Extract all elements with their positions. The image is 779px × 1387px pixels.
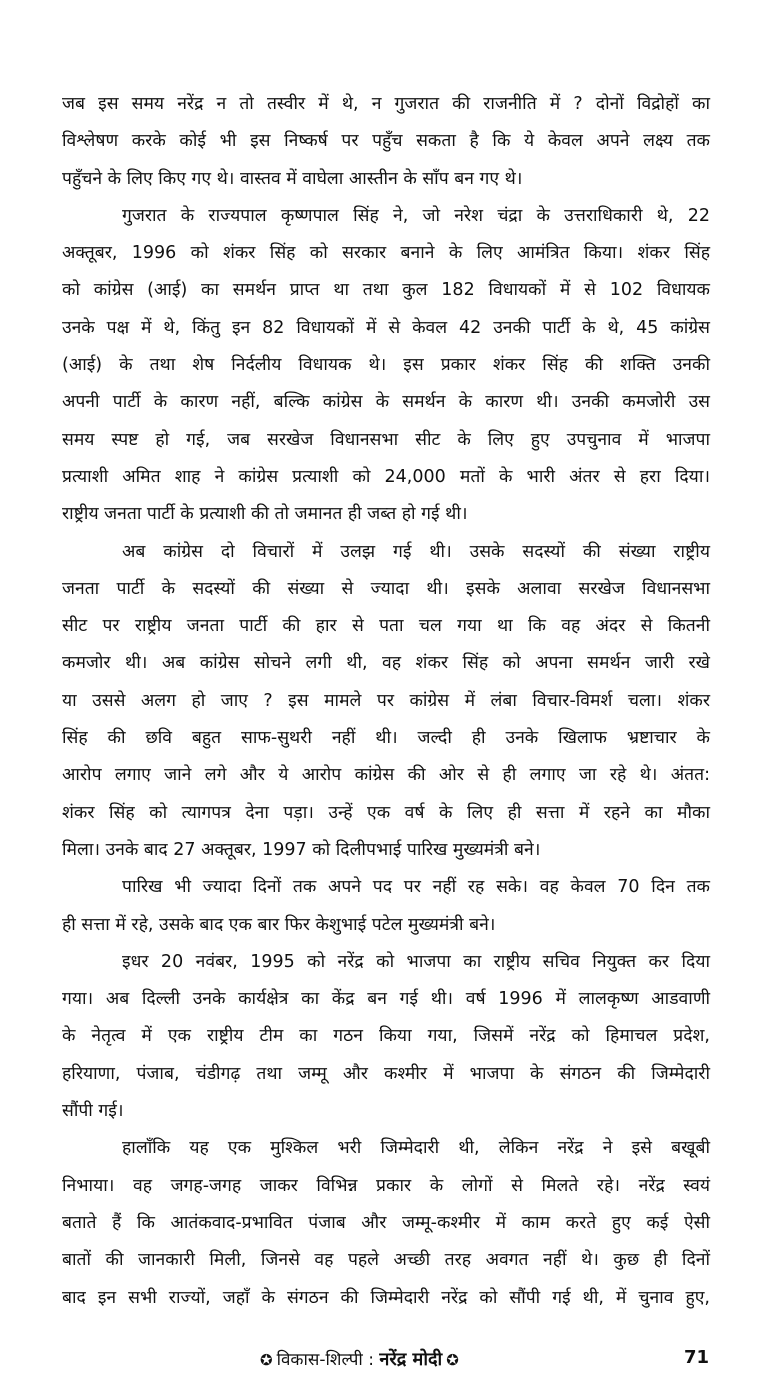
paragraph: [62, 86, 710, 198]
text-line: निभाया। वह जगह-जगह जाकर विभिन्न प्रकार के लोगों से मिलते रहे। नरेंद्र स्वयं: [62, 1175, 710, 1196]
text-line: राष्ट्रीय जनता पार्टी के प्रत्याशी की तो जमानत ही जब्त हो गई थी।: [62, 504, 468, 525]
text-line: या उससे अलग हो जाए ? इस मामले पर कांग्रेस में लंबा विचार-विमर्श चला। शंकर: [62, 690, 710, 711]
text-line: शंकर सिंह को त्यागपत्र देना पड़ा। उन्हें एक वर्ष के लिए ही सत्ता में रहने का मौका: [62, 802, 710, 823]
text-line: बताते हैं कि आतंकवाद-प्रभावित पंजाब और जम्मू-कश्मीर में काम करते हुए कई ऐसी: [62, 1212, 710, 1233]
text-line: इधर 20 नवंबर, 1995 को नरेंद्र को भाजपा का राष्ट्रीय सचिव नियुक्त कर दिया: [122, 951, 710, 972]
text-line: सौंपी गई।: [62, 1101, 124, 1122]
paragraph: [62, 534, 710, 870]
text-line: मिला। उनके बाद 27 अक्तूबर, 1997 को दिलीपभाई पारिख मुख्यमंत्री बने।: [62, 839, 541, 860]
text-line: पहुँचने के लिए किए गए थे। वास्तव में वाघेला आस्तीन के साँप बन गए थे।: [62, 168, 523, 189]
running-footer: [256, 1347, 463, 1371]
text-line: हरियाणा, पंजाब, चंडीगढ़ तथा जम्मू और कश्मीर में भाजपा के संगठन की जिम्मेदारी: [62, 1063, 710, 1084]
text-line: हालाँकि यह एक मुश्किल भरी जिम्मेदारी थी, लेकिन नरेंद्र ने इसे बखूबी: [122, 1138, 710, 1159]
page-footer: [0, 1347, 779, 1387]
text-line: अब कांग्रेस दो विचारों में उलझ गई थी। उसके सदस्यों की संख्या राष्ट्रीय: [122, 541, 710, 562]
text-line: बाद इन सभी राज्यों, जहाँ के संगठन की जिम्मेदारी नरेंद्र को सौंपी गई थी, में चुनाव हुए,: [62, 1287, 710, 1308]
text-line: विश्लेषण करके कोई भी इस निष्कर्ष पर पहुँच सकता है कि ये केवल अपने लक्ष्य तक: [62, 131, 710, 152]
text-line: गुजरात के राज्यपाल कृष्णपाल सिंह ने, जो नरेश चंद्रा के उत्तराधिकारी थे, 22: [122, 205, 710, 226]
paragraph: [62, 869, 710, 944]
text-line: कमजोर थी। अब कांग्रेस सोचने लगी थी, वह शंकर सिंह को अपना समर्थन जारी रखे: [62, 653, 710, 674]
flower-ornament-icon: ✪: [260, 1350, 273, 1369]
page-body: [62, 0, 710, 1317]
text-line: समय स्पष्ट हो गई, जब सरखेज विधानसभा सीट के लिए हुए उपचुनाव में भाजपा: [62, 429, 710, 450]
paragraph: [62, 1130, 710, 1316]
footer-series: विकास-शिल्पी :: [276, 1349, 374, 1370]
text-line: आरोप लगाए जाने लगे और ये आरोप कांग्रेस की ओर से ही लगाए जा रहे थे। अंतत:: [62, 765, 710, 786]
text-line: गया। अब दिल्ली उनके कार्यक्षेत्र का केंद्र बन गई थी। वर्ष 1996 में लालकृष्ण आडवाणी: [62, 989, 710, 1010]
text-line: सिंह की छवि बहुत साफ-सुथरी नहीं थी। जल्दी ही उनके खिलाफ भ्रष्टाचार के: [62, 728, 710, 749]
text-line: को कांग्रेस (आई) का समर्थन प्राप्त था तथा कुल 182 विधायकों में से 102 विधायक: [62, 280, 710, 301]
page-number: 71: [684, 1346, 710, 1368]
paragraph: [62, 198, 710, 534]
text-line: सीट पर राष्ट्रीय जनता पार्टी की हार से पता चल गया था कि वह अंदर से कितनी: [62, 616, 710, 637]
text-line: पारिख भी ज्यादा दिनों तक अपने पद पर नहीं रह सके। वह केवल 70 दिन तक: [122, 877, 710, 898]
paragraph: [62, 944, 710, 1130]
flower-ornament-icon: ✪: [446, 1350, 459, 1369]
text-line: अक्तूबर, 1996 को शंकर सिंह को सरकार बनाने के लिए आमंत्रित किया। शंकर सिंह: [62, 243, 710, 264]
text-line: उनके पक्ष में थे, किंतु इन 82 विधायकों में से केवल 42 उनकी पार्टी के थे, 45 कांग्रेस: [62, 317, 710, 338]
text-line: बातों की जानकारी मिली, जिनसे वह पहले अच्छी तरह अवगत नहीं थे। कुछ ही दिनों: [62, 1250, 710, 1271]
text-line: (आई) के तथा शेष निर्दलीय विधायक थे। इस प्रकार शंकर सिंह की शक्ति उनकी: [62, 355, 710, 376]
text-line: ही सत्ता में रहे, उसके बाद एक बार फिर केशुभाई पटेल मुख्यमंत्री बने।: [62, 914, 496, 935]
text-line: जब इस समय नरेंद्र न तो तस्वीर में थे, न गुजरात की राजनीति में ? दोनों विद्रोहों का: [62, 94, 710, 114]
text-line: के नेतृत्व में एक राष्ट्रीय टीम का गठन किया गया, जिसमें नरेंद्र को हिमाचल प्रदेश,: [62, 1026, 710, 1047]
text-line: प्रत्याशी अमित शाह ने कांग्रेस प्रत्याशी को 24,000 मतों के भारी अंतर से हरा दिया।: [62, 466, 710, 487]
text-line: जनता पार्टी के सदस्यों की संख्या से ज्यादा थी। इसके अलावा सरखेज विधानसभा: [62, 578, 710, 599]
footer-name: नरेंद्र मोदी: [379, 1348, 443, 1370]
text-line: अपनी पार्टी के कारण नहीं, बल्कि कांग्रेस के समर्थन के कारण थी। उनकी कमजोरी उस: [62, 392, 710, 413]
